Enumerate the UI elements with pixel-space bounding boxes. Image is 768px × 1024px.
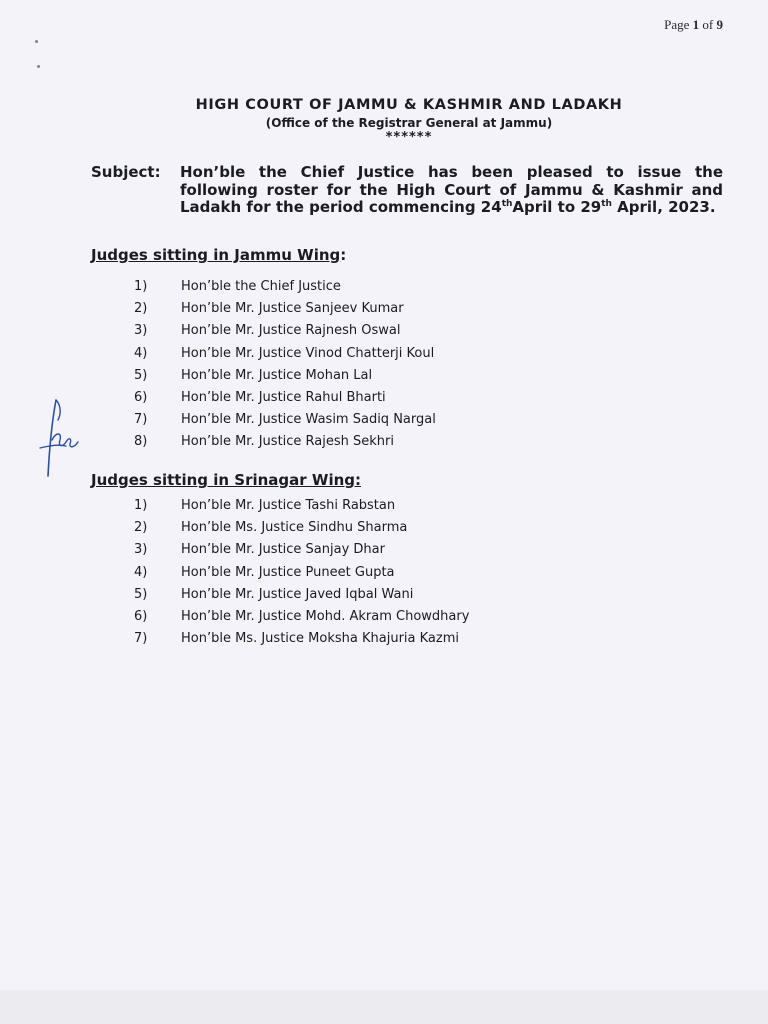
office-subtitle: (Office of the Registrar General at Jammu) [265,116,553,130]
scan-speck [37,65,40,68]
srinagar-wing-heading: Judges sitting in Srinagar Wing: [91,471,362,489]
list-item: 5) Hon’ble Mr. Justice Mohan Lal [134,367,373,383]
srinagar-judge-list [0,498,768,653]
list-item: 7) Hon’ble Ms. Justice Moksha Khajuria Kazmi [134,631,459,647]
subject-block [91,164,723,217]
list-item: 1) Hon’ble Mr. Justice Tashi Rabstan [134,498,396,513]
list-item: 6) Hon’ble Mr. Justice Mohd. Akram Chowdhary [134,608,470,624]
jammu-judge-list [0,279,768,457]
list-item: 3) Hon’ble Mr. Justice Rajnesh Oswal [134,323,401,339]
scan-speck [35,40,38,43]
separator-stars: ****** [385,130,433,145]
list-item: 6) Hon’ble Mr. Justice Rahul Bharti [134,389,386,405]
document-header [0,97,768,145]
page-bottom-margin [0,990,768,1024]
court-title: HIGH COURT OF JAMMU & KASHMIR AND LADAKH [195,97,623,113]
page-number: Page 1 of 9 [664,17,723,32]
handwritten-signature [36,396,86,482]
list-item: 2) Hon’ble Ms. Justice Sindhu Sharma [134,520,408,536]
subject-text: Hon’ble the Chief Justice has been pleased to issue the following roster for the High Court of Jammu & Kashmir and Ladakh for the period commencing 24thApril to 29th April, 2023. [180,163,723,216]
list-item: 4) Hon’ble Mr. Justice Vinod Chatterji Koul [134,345,435,361]
jammu-wing-heading: Judges sitting in Jammu Wing: [91,246,347,264]
subject-label: Subject: [91,163,161,181]
list-item: 8) Hon’ble Mr. Justice Rajesh Sekhri [134,434,395,450]
list-item: 5) Hon’ble Mr. Justice Javed Iqbal Wani [134,586,414,602]
list-item: 7) Hon’ble Mr. Justice Wasim Sadiq Nargal [134,412,436,428]
list-item: 4) Hon’ble Mr. Justice Puneet Gupta [134,564,395,580]
list-item: 1) Hon’ble the Chief Justice [134,279,341,294]
list-item: 3) Hon’ble Mr. Justice Sanjay Dhar [134,542,385,558]
list-item: 2) Hon’ble Mr. Justice Sanjeev Kumar [134,301,404,317]
